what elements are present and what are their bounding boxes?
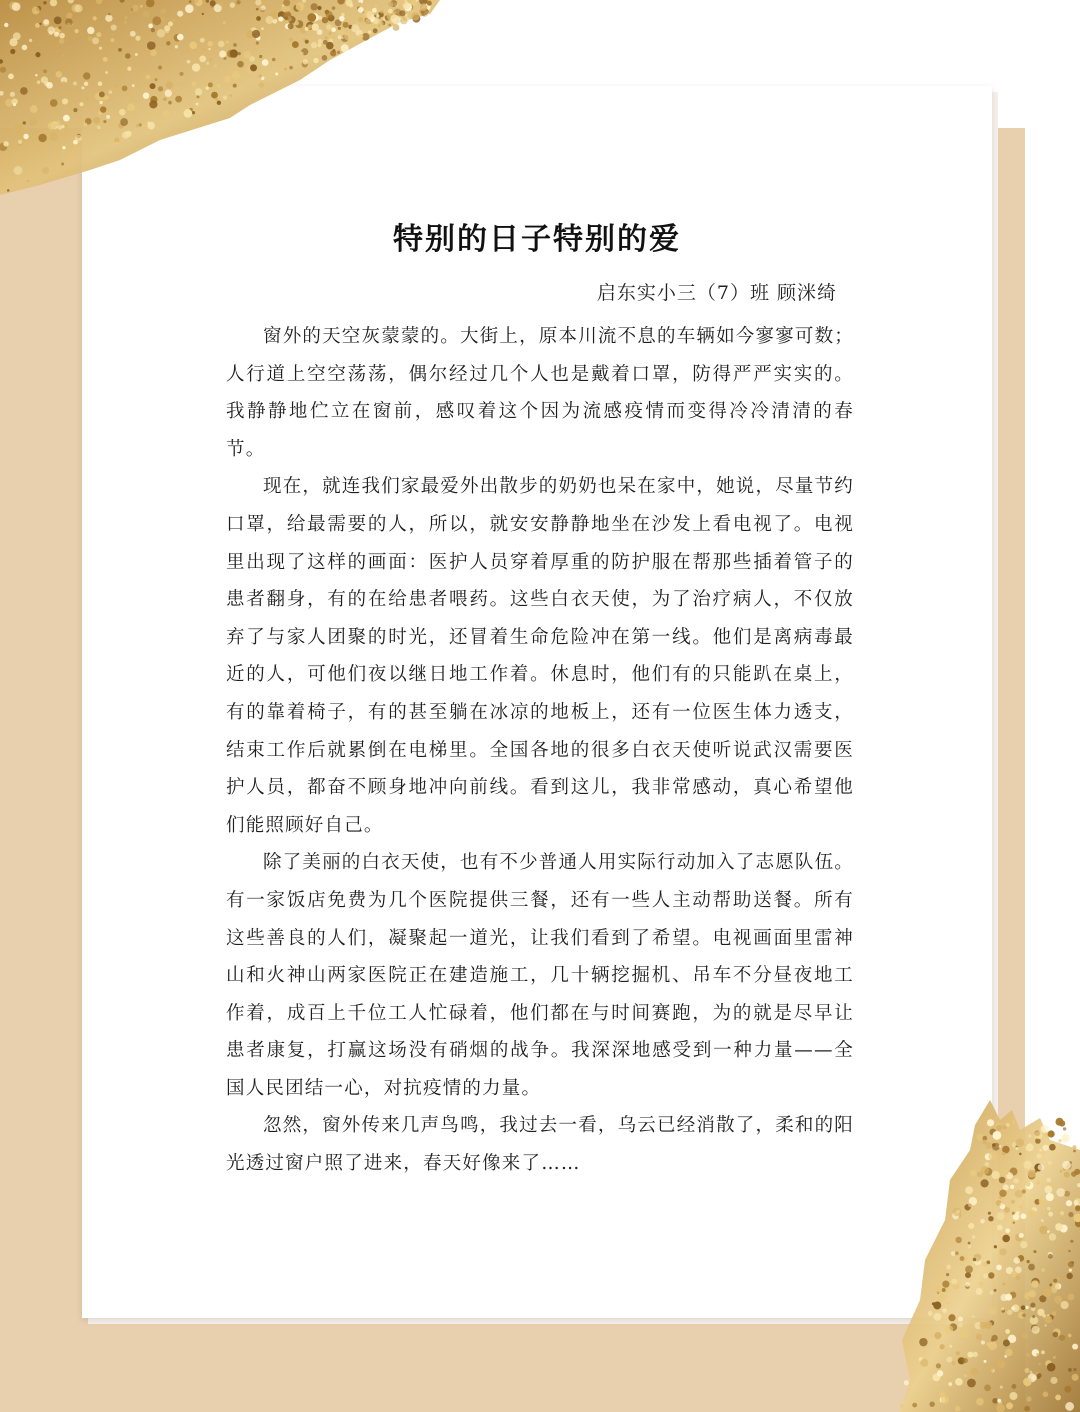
document-page <box>82 86 992 1318</box>
paragraph-2: 现在，就连我们家最爱外出散步的奶奶也呆在家中，她说，尽量节约口罩，给最需要的人，所以，就安安静静地坐在沙发上看电视了。电视里出现了这样的画面：医护人员穿着厚重的防护服在帮那些插着管子的患者翻身，有的在给患者喂药。这些白衣天使，为了治疗病人，不仅放弃了与家人团聚的时光，还冒着生命危险冲在第一线。他们是离病毒最近的人，可他们夜以继日地工作着。休息时，他们有的只能趴在桌上，有的靠着椅子，有的甚至躺在冰凉的地板上，还有一位医生体力透支，结束工作后就累倒在电梯里。全国各地的很多白衣天使听说武汉需要医护人员，都奋不顾身地冲向前线。看到这儿，我非常感动，真心希望他们能照顾好自己。 <box>226 476 855 836</box>
paragraph-3: 除了美丽的白衣天使，也有不少普通人用实际行动加入了志愿队伍。有一家饭店免费为几个医院提供三餐，还有一些人主动帮助送餐。所有这些善良的人们，凝聚起一道光，让我们看到了希望。电视画面里雷神山和火神山两家医院正在建造施工，几十辆挖掘机、吊车不分昼夜地工作着，成百上千位工人忙碌着，他们都在与时间赛跑，为的就是尽早让患者康复，打赢这场没有硝烟的战争。我深深地感受到一种力量——全国人民团结一心，对抗疫情的力量。 <box>226 852 855 1099</box>
paragraph-4: 忽然，窗外传来几声鸟鸣，我过去一看，乌云已经消散了，柔和的阳光透过窗户照了进来，春天好像来了…… <box>226 1115 855 1175</box>
paragraph-1: 窗外的天空灰蒙蒙的。大街上，原本川流不息的车辆如今寥寥可数；人行道上空空荡荡，偶尔经过几个人也是戴着口罩，防得严严实实的。我静静地伫立在窗前，感叹着这个因为流感疫情而变得冷冷清清的春节。 <box>226 326 855 460</box>
gold-glitter-bottom-right <box>890 1100 1080 1412</box>
document-body <box>226 318 854 1183</box>
gold-glitter-top-left <box>0 0 460 200</box>
document-author: 启东实小三（7）班 顾洣绮 <box>596 282 837 304</box>
document-title: 特别的日子特别的爱 <box>393 222 681 257</box>
